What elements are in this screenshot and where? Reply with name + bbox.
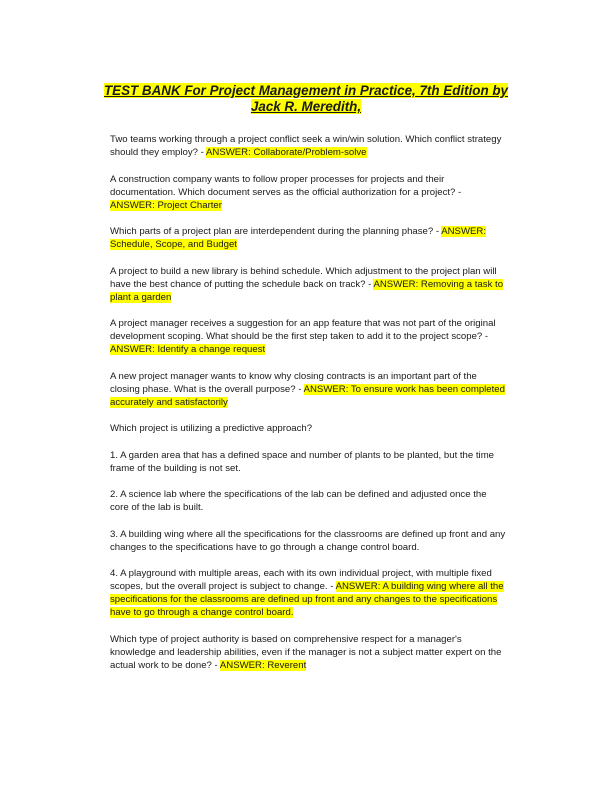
- question-text: A new project manager wants to know why closing contracts is an important part of the closing phase. What is the overall purpose? -: [110, 370, 477, 395]
- question-item: [110, 633, 506, 672]
- question-item: [110, 225, 506, 251]
- question-text: A project manager receives a suggestion for an app feature that was not part of the original development scoping. What should be the first step taken to add it to the project scope? -: [110, 318, 496, 342]
- question-item: [110, 449, 506, 475]
- answer-text: ANSWER: To ensure work has been completed accurately and satisfactorily: [110, 383, 505, 408]
- question-item: [110, 317, 506, 356]
- question-text: A construction company wants to follow proper processes for projects and their documentation. Which document serves as the official authorization for a project? -: [110, 173, 462, 198]
- question-text: Which project is utilizing a predictive approach?: [110, 423, 313, 434]
- answer-text: ANSWER: Schedule, Scope, and Budget: [110, 226, 486, 250]
- answer-text: ANSWER: A building wing where all the specifications for the classrooms are defined up front and any changes to the specifications have to go through a change control board.: [110, 581, 504, 618]
- question-item: [110, 370, 506, 409]
- question-item: [110, 133, 506, 159]
- answer-text: ANSWER: Reverent: [219, 659, 307, 671]
- question-item: [110, 422, 506, 435]
- answer-text: ANSWER: Identify a change request: [110, 344, 266, 355]
- question-text: A project to build a new library is behind schedule. Which adjustment to the project plan will have the best chance of putting the schedule back on track? -: [110, 265, 497, 290]
- answer-text: ANSWER: Collaborate/Problem-solve: [206, 147, 367, 158]
- question-text: 2. A science lab where the specifications of the lab can be defined and adjusted once the core of the lab is built.: [110, 489, 487, 513]
- document-title: [96, 83, 516, 115]
- question-text: Which type of project authority is based on comprehensive respect for a manager's knowledge and leadership abilities, even if the manager is not a subject matter expert on the actual work to be done? -: [110, 633, 502, 671]
- question-text: 4. A playground with multiple areas, each with its own individual project, with multiple fixed scopes, but the overall project is subject to change. -: [110, 568, 492, 592]
- question-text: 1. A garden area that has a defined space and number of plants to be planted, but the time frame of the building is not set.: [110, 449, 495, 474]
- question-item: [110, 567, 506, 619]
- question-item: [110, 488, 506, 514]
- title-text: TEST BANK For Project Management in Practice, 7th Edition by Jack R. Meredith,: [103, 83, 508, 114]
- question-item: [110, 528, 506, 554]
- answer-text: ANSWER: Project Charter: [110, 199, 222, 211]
- answer-text: ANSWER: Removing a task to plant a garden: [110, 278, 504, 303]
- question-text: Which parts of a project plan are interdependent during the planning phase? -: [110, 226, 442, 237]
- question-item: [110, 265, 506, 304]
- question-item: [110, 173, 506, 212]
- question-text: Two teams working through a project conflict seek a win/win solution. Which conflict strategy should they employ? -: [110, 134, 502, 158]
- question-text: 3. A building wing where all the specifications for the classrooms are defined up front and any changes to the specifications have to go through a change control board.: [110, 528, 506, 553]
- question-list: [110, 133, 506, 685]
